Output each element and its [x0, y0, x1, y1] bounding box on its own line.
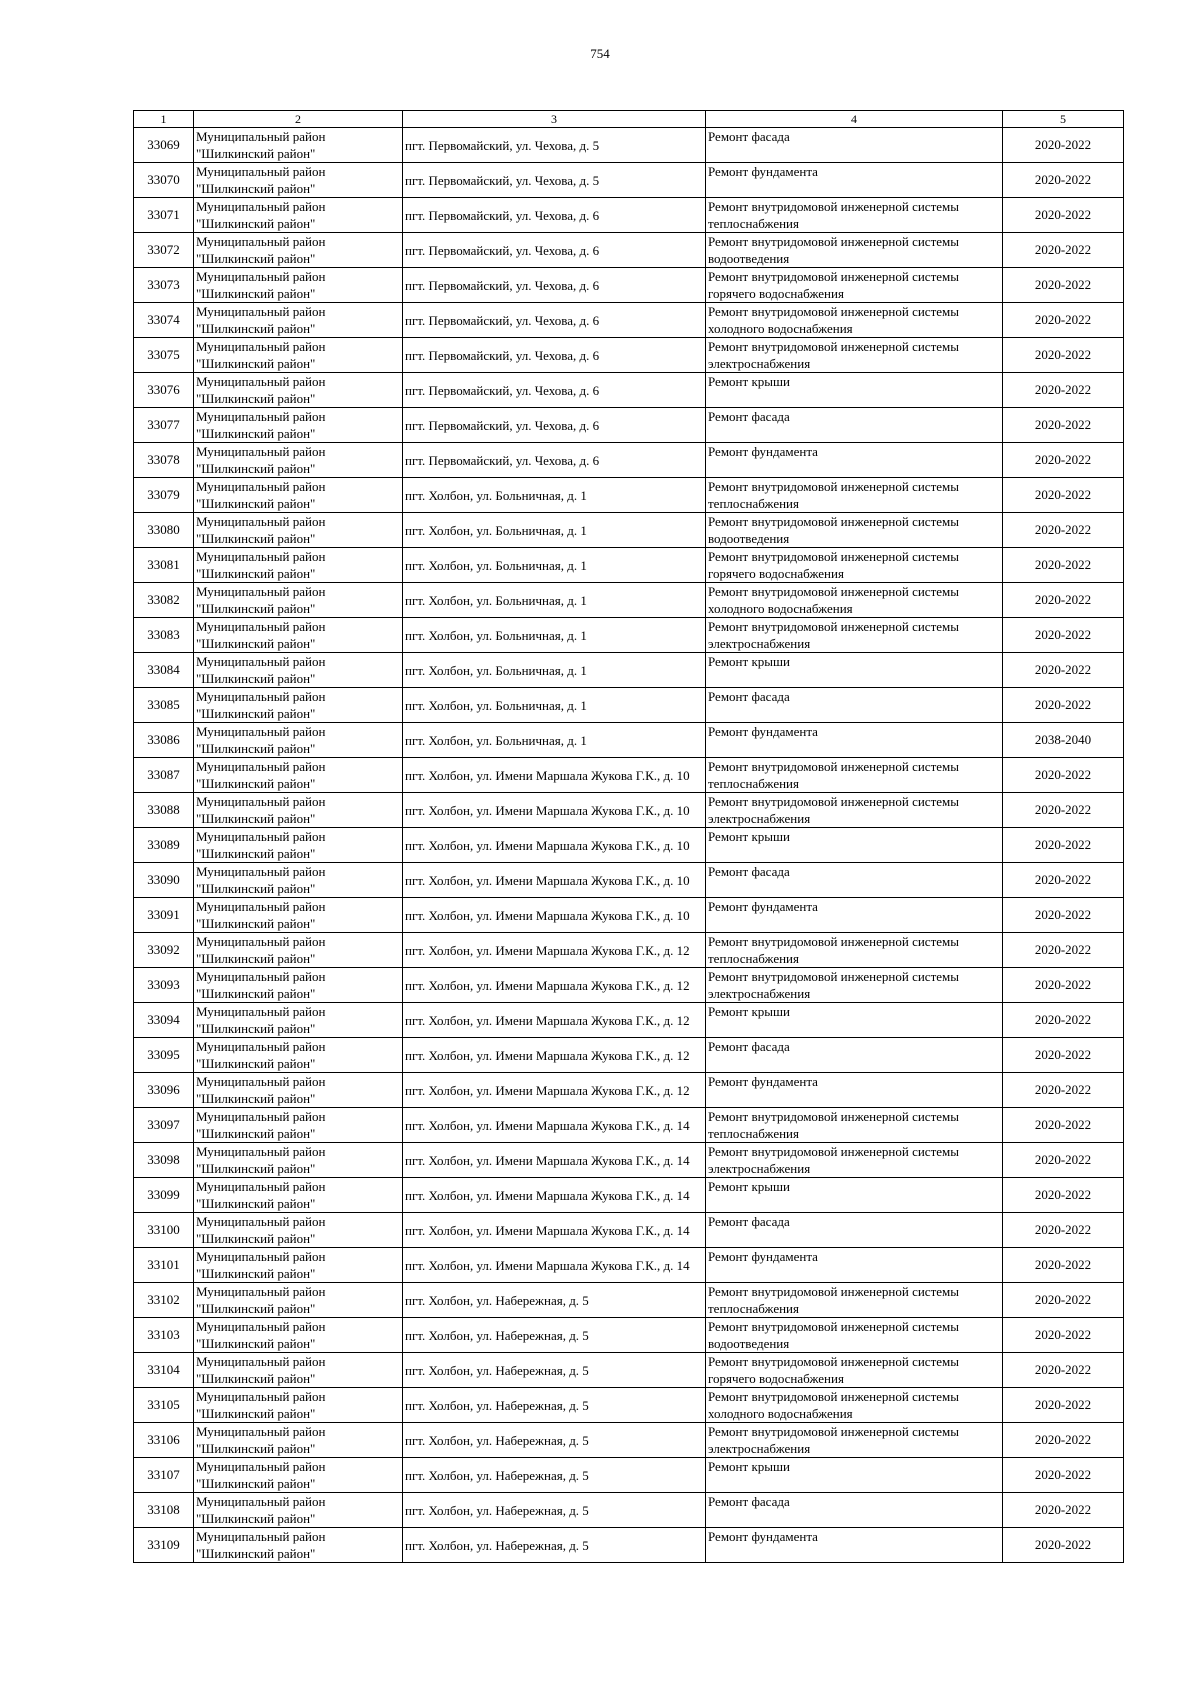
period-cell: 2020-2022	[1003, 268, 1124, 303]
period-cell: 2020-2022	[1003, 478, 1124, 513]
period-cell: 2020-2022	[1003, 1458, 1124, 1493]
municipality-cell: Муниципальный район "Шилкинский район"	[194, 128, 403, 163]
row-number: 33088	[134, 793, 194, 828]
table-row	[134, 548, 1124, 583]
work-type-cell: Ремонт внутридомовой инженерной системы теплоснабжения	[706, 1283, 1003, 1318]
address-cell: пгт. Холбон, ул. Имени Маршала Жукова Г.К., д. 10	[403, 793, 706, 828]
row-number: 33102	[134, 1283, 194, 1318]
table-row	[134, 513, 1124, 548]
address-cell: пгт. Холбон, ул. Имени Маршала Жукова Г.К., д. 14	[403, 1143, 706, 1178]
work-type-cell: Ремонт фундамента	[706, 898, 1003, 933]
period-cell: 2020-2022	[1003, 198, 1124, 233]
municipality-cell: Муниципальный район "Шилкинский район"	[194, 1353, 403, 1388]
address-cell: пгт. Холбон, ул. Больничная, д. 1	[403, 688, 706, 723]
municipality-cell: Муниципальный район "Шилкинский район"	[194, 338, 403, 373]
row-number: 33071	[134, 198, 194, 233]
municipality-cell: Муниципальный район "Шилкинский район"	[194, 1143, 403, 1178]
period-cell: 2020-2022	[1003, 758, 1124, 793]
municipality-cell: Муниципальный район "Шилкинский район"	[194, 408, 403, 443]
table-row	[134, 653, 1124, 688]
work-type-cell: Ремонт внутридомовой инженерной системы электроснабжения	[706, 1143, 1003, 1178]
table-row	[134, 863, 1124, 898]
row-number: 33093	[134, 968, 194, 1003]
work-type-cell: Ремонт внутридомовой инженерной системы электроснабжения	[706, 1423, 1003, 1458]
municipality-cell: Муниципальный район "Шилкинский район"	[194, 1178, 403, 1213]
row-number: 33080	[134, 513, 194, 548]
work-type-cell: Ремонт внутридомовой инженерной системы горячего водоснабжения	[706, 268, 1003, 303]
table-row	[134, 1178, 1124, 1213]
work-type-cell: Ремонт внутридомовой инженерной системы водоотведения	[706, 513, 1003, 548]
table-row	[134, 163, 1124, 198]
address-cell: пгт. Холбон, ул. Имени Маршала Жукова Г.К., д. 14	[403, 1213, 706, 1248]
address-cell: пгт. Холбон, ул. Больничная, д. 1	[403, 723, 706, 758]
work-type-cell: Ремонт крыши	[706, 1003, 1003, 1038]
row-number: 33107	[134, 1458, 194, 1493]
address-cell: пгт. Холбон, ул. Набережная, д. 5	[403, 1458, 706, 1493]
period-cell: 2020-2022	[1003, 1108, 1124, 1143]
work-type-cell: Ремонт внутридомовой инженерной системы электроснабжения	[706, 968, 1003, 1003]
row-number: 33081	[134, 548, 194, 583]
table-row	[134, 198, 1124, 233]
column-header-4: 4	[706, 111, 1003, 128]
period-cell: 2020-2022	[1003, 1318, 1124, 1353]
municipality-cell: Муниципальный район "Шилкинский район"	[194, 1283, 403, 1318]
municipality-cell: Муниципальный район "Шилкинский район"	[194, 653, 403, 688]
work-type-cell: Ремонт фасада	[706, 863, 1003, 898]
work-type-cell: Ремонт фундамента	[706, 1248, 1003, 1283]
row-number: 33083	[134, 618, 194, 653]
work-type-cell: Ремонт внутридомовой инженерной системы водоотведения	[706, 233, 1003, 268]
municipality-cell: Муниципальный район "Шилкинский район"	[194, 1003, 403, 1038]
address-cell: пгт. Первомайский, ул. Чехова, д. 5	[403, 128, 706, 163]
address-cell: пгт. Холбон, ул. Набережная, д. 5	[403, 1423, 706, 1458]
table-row	[134, 1003, 1124, 1038]
page-number: 754	[590, 46, 610, 61]
period-cell: 2020-2022	[1003, 408, 1124, 443]
municipality-cell: Муниципальный район "Шилкинский район"	[194, 1038, 403, 1073]
address-cell: пгт. Холбон, ул. Набережная, д. 5	[403, 1318, 706, 1353]
address-cell: пгт. Первомайский, ул. Чехова, д. 6	[403, 338, 706, 373]
period-cell: 2020-2022	[1003, 1038, 1124, 1073]
address-cell: пгт. Первомайский, ул. Чехова, д. 6	[403, 408, 706, 443]
work-type-cell: Ремонт внутридомовой инженерной системы электроснабжения	[706, 338, 1003, 373]
table-row	[134, 583, 1124, 618]
address-cell: пгт. Холбон, ул. Имени Маршала Жукова Г.К., д. 10	[403, 863, 706, 898]
address-cell: пгт. Холбон, ул. Больничная, д. 1	[403, 478, 706, 513]
table-row	[134, 233, 1124, 268]
row-number: 33086	[134, 723, 194, 758]
row-number: 33106	[134, 1423, 194, 1458]
work-type-cell: Ремонт фундамента	[706, 1528, 1003, 1563]
work-type-cell: Ремонт внутридомовой инженерной системы теплоснабжения	[706, 478, 1003, 513]
municipality-cell: Муниципальный район "Шилкинский район"	[194, 968, 403, 1003]
work-type-cell: Ремонт фасада	[706, 1493, 1003, 1528]
row-number: 33079	[134, 478, 194, 513]
table-row	[134, 443, 1124, 478]
municipality-cell: Муниципальный район "Шилкинский район"	[194, 688, 403, 723]
work-type-cell: Ремонт внутридомовой инженерной системы холодного водоснабжения	[706, 303, 1003, 338]
period-cell: 2020-2022	[1003, 1283, 1124, 1318]
work-type-cell: Ремонт внутридомовой инженерной системы горячего водоснабжения	[706, 1353, 1003, 1388]
period-cell: 2020-2022	[1003, 548, 1124, 583]
period-cell: 2020-2022	[1003, 1178, 1124, 1213]
work-type-cell: Ремонт внутридомовой инженерной системы теплоснабжения	[706, 1108, 1003, 1143]
table-row	[134, 1458, 1124, 1493]
address-cell: пгт. Холбон, ул. Набережная, д. 5	[403, 1528, 706, 1563]
municipality-cell: Муниципальный район "Шилкинский район"	[194, 618, 403, 653]
municipality-cell: Муниципальный район "Шилкинский район"	[194, 513, 403, 548]
table-row	[134, 128, 1124, 163]
row-number: 33075	[134, 338, 194, 373]
table-row	[134, 723, 1124, 758]
table-row	[134, 338, 1124, 373]
row-number: 33089	[134, 828, 194, 863]
column-header-1: 1	[134, 111, 194, 128]
period-cell: 2020-2022	[1003, 898, 1124, 933]
work-type-cell: Ремонт фасада	[706, 688, 1003, 723]
table-header	[134, 111, 1124, 128]
period-cell: 2020-2022	[1003, 1248, 1124, 1283]
work-type-cell: Ремонт крыши	[706, 1178, 1003, 1213]
period-cell: 2020-2022	[1003, 1143, 1124, 1178]
period-cell: 2020-2022	[1003, 1213, 1124, 1248]
row-number: 33085	[134, 688, 194, 723]
period-cell: 2020-2022	[1003, 1423, 1124, 1458]
work-type-cell: Ремонт фундамента	[706, 723, 1003, 758]
row-number: 33099	[134, 1178, 194, 1213]
work-type-cell: Ремонт внутридомовой инженерной системы теплоснабжения	[706, 198, 1003, 233]
row-number: 33091	[134, 898, 194, 933]
column-header-5: 5	[1003, 111, 1124, 128]
period-cell: 2020-2022	[1003, 1073, 1124, 1108]
period-cell: 2020-2022	[1003, 373, 1124, 408]
period-cell: 2020-2022	[1003, 338, 1124, 373]
work-type-cell: Ремонт крыши	[706, 653, 1003, 688]
municipality-cell: Муниципальный район "Шилкинский район"	[194, 863, 403, 898]
address-cell: пгт. Холбон, ул. Имени Маршала Жукова Г.К., д. 12	[403, 1003, 706, 1038]
table-row	[134, 1248, 1124, 1283]
row-number: 33105	[134, 1388, 194, 1423]
municipality-cell: Муниципальный район "Шилкинский район"	[194, 233, 403, 268]
work-type-cell: Ремонт внутридомовой инженерной системы холодного водоснабжения	[706, 1388, 1003, 1423]
work-type-cell: Ремонт фасада	[706, 1038, 1003, 1073]
period-cell: 2020-2022	[1003, 1353, 1124, 1388]
row-number: 33074	[134, 303, 194, 338]
address-cell: пгт. Холбон, ул. Набережная, д. 5	[403, 1493, 706, 1528]
work-type-cell: Ремонт фундамента	[706, 443, 1003, 478]
address-cell: пгт. Холбон, ул. Больничная, д. 1	[403, 583, 706, 618]
address-cell: пгт. Холбон, ул. Больничная, д. 1	[403, 618, 706, 653]
table-row	[134, 303, 1124, 338]
municipality-cell: Муниципальный район "Шилкинский район"	[194, 1423, 403, 1458]
row-number: 33087	[134, 758, 194, 793]
table-body	[134, 128, 1124, 1563]
work-type-cell: Ремонт внутридомовой инженерной системы горячего водоснабжения	[706, 548, 1003, 583]
address-cell: пгт. Холбон, ул. Имени Маршала Жукова Г.К., д. 14	[403, 1108, 706, 1143]
work-type-cell: Ремонт внутридомовой инженерной системы электроснабжения	[706, 793, 1003, 828]
work-type-cell: Ремонт фундамента	[706, 163, 1003, 198]
table-row	[134, 373, 1124, 408]
table-row	[134, 1318, 1124, 1353]
period-cell: 2020-2022	[1003, 1388, 1124, 1423]
row-number: 33094	[134, 1003, 194, 1038]
period-cell: 2020-2022	[1003, 793, 1124, 828]
work-type-cell: Ремонт фасада	[706, 1213, 1003, 1248]
table-row	[134, 793, 1124, 828]
table-row	[134, 1388, 1124, 1423]
period-cell: 2020-2022	[1003, 653, 1124, 688]
table-row	[134, 1213, 1124, 1248]
table-row	[134, 1038, 1124, 1073]
period-cell: 2020-2022	[1003, 828, 1124, 863]
work-type-cell: Ремонт крыши	[706, 1458, 1003, 1493]
table-row	[134, 1283, 1124, 1318]
table-row	[134, 1108, 1124, 1143]
municipality-cell: Муниципальный район "Шилкинский район"	[194, 583, 403, 618]
municipality-cell: Муниципальный район "Шилкинский район"	[194, 268, 403, 303]
address-cell: пгт. Холбон, ул. Больничная, д. 1	[403, 653, 706, 688]
work-type-cell: Ремонт внутридомовой инженерной системы электроснабжения	[706, 618, 1003, 653]
municipality-cell: Муниципальный район "Шилкинский район"	[194, 303, 403, 338]
row-number: 33072	[134, 233, 194, 268]
municipality-cell: Муниципальный район "Шилкинский район"	[194, 478, 403, 513]
row-number: 33095	[134, 1038, 194, 1073]
municipality-cell: Муниципальный район "Шилкинский район"	[194, 443, 403, 478]
municipality-cell: Муниципальный район "Шилкинский район"	[194, 163, 403, 198]
table-row	[134, 898, 1124, 933]
period-cell: 2020-2022	[1003, 303, 1124, 338]
works-table	[133, 110, 1124, 1563]
municipality-cell: Муниципальный район "Шилкинский район"	[194, 933, 403, 968]
address-cell: пгт. Первомайский, ул. Чехова, д. 6	[403, 268, 706, 303]
table-row	[134, 408, 1124, 443]
municipality-cell: Муниципальный район "Шилкинский район"	[194, 1108, 403, 1143]
period-cell: 2020-2022	[1003, 233, 1124, 268]
address-cell: пгт. Холбон, ул. Имени Маршала Жукова Г.К., д. 14	[403, 1178, 706, 1213]
municipality-cell: Муниципальный район "Шилкинский район"	[194, 548, 403, 583]
address-cell: пгт. Холбон, ул. Набережная, д. 5	[403, 1388, 706, 1423]
row-number: 33103	[134, 1318, 194, 1353]
municipality-cell: Муниципальный район "Шилкинский район"	[194, 1493, 403, 1528]
address-cell: пгт. Холбон, ул. Имени Маршала Жукова Г.К., д. 10	[403, 758, 706, 793]
address-cell: пгт. Первомайский, ул. Чехова, д. 6	[403, 443, 706, 478]
period-cell: 2020-2022	[1003, 583, 1124, 618]
header-row	[134, 111, 1124, 128]
row-number: 33090	[134, 863, 194, 898]
address-cell: пгт. Холбон, ул. Больничная, д. 1	[403, 548, 706, 583]
municipality-cell: Муниципальный район "Шилкинский район"	[194, 1458, 403, 1493]
address-cell: пгт. Первомайский, ул. Чехова, д. 6	[403, 198, 706, 233]
table-row	[134, 828, 1124, 863]
period-cell: 2020-2022	[1003, 1493, 1124, 1528]
table-row	[134, 758, 1124, 793]
work-type-cell: Ремонт внутридомовой инженерной системы теплоснабжения	[706, 933, 1003, 968]
row-number: 33069	[134, 128, 194, 163]
row-number: 33070	[134, 163, 194, 198]
table-row	[134, 1353, 1124, 1388]
address-cell: пгт. Холбон, ул. Набережная, д. 5	[403, 1283, 706, 1318]
address-cell: пгт. Первомайский, ул. Чехова, д. 6	[403, 373, 706, 408]
period-cell: 2038-2040	[1003, 723, 1124, 758]
table-row	[134, 1423, 1124, 1458]
municipality-cell: Муниципальный район "Шилкинский район"	[194, 828, 403, 863]
period-cell: 2020-2022	[1003, 443, 1124, 478]
table-row	[134, 933, 1124, 968]
table-row	[134, 968, 1124, 1003]
row-number: 33100	[134, 1213, 194, 1248]
municipality-cell: Муниципальный район "Шилкинский район"	[194, 198, 403, 233]
address-cell: пгт. Холбон, ул. Имени Маршала Жукова Г.К., д. 12	[403, 1073, 706, 1108]
row-number: 33092	[134, 933, 194, 968]
work-type-cell: Ремонт крыши	[706, 373, 1003, 408]
municipality-cell: Муниципальный район "Шилкинский район"	[194, 758, 403, 793]
municipality-cell: Муниципальный район "Шилкинский район"	[194, 793, 403, 828]
row-number: 33108	[134, 1493, 194, 1528]
row-number: 33078	[134, 443, 194, 478]
row-number: 33084	[134, 653, 194, 688]
row-number: 33082	[134, 583, 194, 618]
municipality-cell: Муниципальный район "Шилкинский район"	[194, 1528, 403, 1563]
table-row	[134, 268, 1124, 303]
work-type-cell: Ремонт фундамента	[706, 1073, 1003, 1108]
row-number: 33098	[134, 1143, 194, 1178]
address-cell: пгт. Первомайский, ул. Чехова, д. 5	[403, 163, 706, 198]
period-cell: 2020-2022	[1003, 1528, 1124, 1563]
municipality-cell: Муниципальный район "Шилкинский район"	[194, 723, 403, 758]
municipality-cell: Муниципальный район "Шилкинский район"	[194, 373, 403, 408]
municipality-cell: Муниципальный район "Шилкинский район"	[194, 1388, 403, 1423]
address-cell: пгт. Холбон, ул. Имени Маршала Жукова Г.К., д. 12	[403, 933, 706, 968]
work-type-cell: Ремонт внутридомовой инженерной системы водоотведения	[706, 1318, 1003, 1353]
work-type-cell: Ремонт крыши	[706, 828, 1003, 863]
address-cell: пгт. Холбон, ул. Набережная, д. 5	[403, 1353, 706, 1388]
row-number: 33104	[134, 1353, 194, 1388]
work-type-cell: Ремонт внутридомовой инженерной системы теплоснабжения	[706, 758, 1003, 793]
address-cell: пгт. Холбон, ул. Имени Маршала Жукова Г.К., д. 10	[403, 898, 706, 933]
work-type-cell: Ремонт фасада	[706, 128, 1003, 163]
table-row	[134, 1073, 1124, 1108]
municipality-cell: Муниципальный район "Шилкинский район"	[194, 1248, 403, 1283]
row-number: 33101	[134, 1248, 194, 1283]
address-cell: пгт. Холбон, ул. Имени Маршала Жукова Г.К., д. 10	[403, 828, 706, 863]
table-row	[134, 618, 1124, 653]
table-row	[134, 478, 1124, 513]
period-cell: 2020-2022	[1003, 863, 1124, 898]
period-cell: 2020-2022	[1003, 618, 1124, 653]
address-cell: пгт. Холбон, ул. Имени Маршала Жукова Г.К., д. 14	[403, 1248, 706, 1283]
period-cell: 2020-2022	[1003, 128, 1124, 163]
column-header-3: 3	[403, 111, 706, 128]
row-number: 33077	[134, 408, 194, 443]
row-number: 33109	[134, 1528, 194, 1563]
period-cell: 2020-2022	[1003, 688, 1124, 723]
table-row	[134, 1528, 1124, 1563]
address-cell: пгт. Холбон, ул. Больничная, д. 1	[403, 513, 706, 548]
municipality-cell: Муниципальный район "Шилкинский район"	[194, 1318, 403, 1353]
period-cell: 2020-2022	[1003, 513, 1124, 548]
table-row	[134, 1493, 1124, 1528]
municipality-cell: Муниципальный район "Шилкинский район"	[194, 898, 403, 933]
period-cell: 2020-2022	[1003, 933, 1124, 968]
row-number: 33073	[134, 268, 194, 303]
column-header-2: 2	[194, 111, 403, 128]
address-cell: пгт. Первомайский, ул. Чехова, д. 6	[403, 233, 706, 268]
municipality-cell: Муниципальный район "Шилкинский район"	[194, 1213, 403, 1248]
row-number: 33097	[134, 1108, 194, 1143]
period-cell: 2020-2022	[1003, 1003, 1124, 1038]
address-cell: пгт. Первомайский, ул. Чехова, д. 6	[403, 303, 706, 338]
period-cell: 2020-2022	[1003, 163, 1124, 198]
row-number: 33076	[134, 373, 194, 408]
table-row	[134, 1143, 1124, 1178]
period-cell: 2020-2022	[1003, 968, 1124, 1003]
row-number: 33096	[134, 1073, 194, 1108]
work-type-cell: Ремонт внутридомовой инженерной системы холодного водоснабжения	[706, 583, 1003, 618]
municipality-cell: Муниципальный район "Шилкинский район"	[194, 1073, 403, 1108]
address-cell: пгт. Холбон, ул. Имени Маршала Жукова Г.К., д. 12	[403, 968, 706, 1003]
work-type-cell: Ремонт фасада	[706, 408, 1003, 443]
address-cell: пгт. Холбон, ул. Имени Маршала Жукова Г.К., д. 12	[403, 1038, 706, 1073]
table-row	[134, 688, 1124, 723]
